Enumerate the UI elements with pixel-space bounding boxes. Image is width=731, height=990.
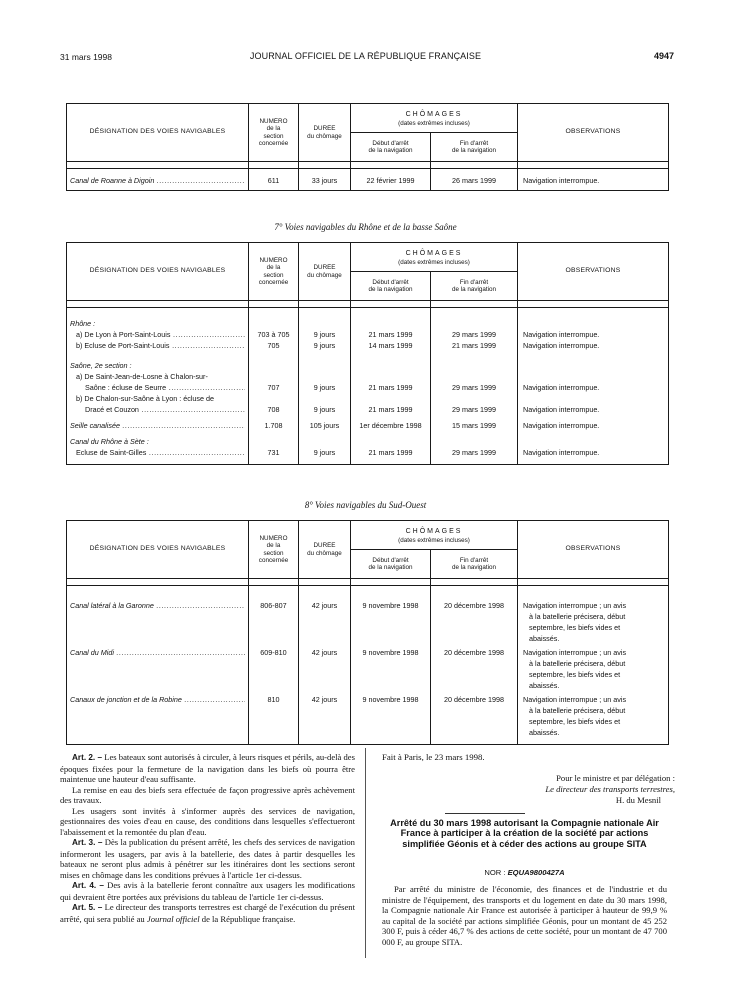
group-label-sete: Canal du Rhône à Sète :: [70, 437, 149, 446]
table-rhone-saone: [66, 242, 669, 465]
fait-a-paris: Fait à Paris, le 23 mars 1998.: [382, 752, 485, 762]
col-header-debut: Début d'arrêt de la navigation: [351, 133, 431, 162]
article-4: Art. 4. – Des avis à la batellerie feront connaître aux usagers les modifications qui devraient être portées aux prévisions du tableau de l'article 1er ci-dessus.: [60, 880, 355, 902]
col-header-chomages: CHÔMAGES (dates extrêmes incluses): [351, 243, 518, 272]
col-header-duree: DURÉE du chômage: [299, 243, 351, 301]
signature-name: H. du Mesnil: [615, 795, 661, 805]
table-row: Canal latéral à la Garonne ..... Canal du Midi ..... Canaux de jonction et de la Robine ..... 806-807 609-810 810 42 jours 42 jours 42 jours 9 novembre 1998 9 novembre 1998 9 novembre 1998 20 décembre 1998 20 décembre 1998 20 décembre 1998 Navigation interrompue ; un avis à la batellerie précisera, début septembre, les biefs vides et abaissés. Navigation interrompue ; un avis à la batellerie précisera, début septembre, les biefs vides et abaissés. Navigation interrompue ; un avis à la batellerie précisera, début septembre, les biefs vides et abaissés.: [67, 586, 669, 745]
arrete-title: Arrêté du 30 mars 1998 autorisant la Compagnie nationale Air France à participer à la création de la société par actions simplifiée Géonis et à céder des actions au groupe SITA: [390, 818, 659, 849]
group-label-saone: Saône, 2e section :: [70, 361, 132, 370]
table-sud-ouest: [66, 520, 669, 745]
article-5: Art. 5. – Le directeur des transports terrestres est chargé de l'exécution du présent arrêté, qui sera publié au Journal officiel de la République française.: [60, 902, 355, 924]
col-header-duree: DURÉE du chômage: [299, 521, 351, 579]
nor-reference: NOR : EQUA9800427A: [484, 868, 565, 877]
col-header-numero: NUMÉRO de la section concernée: [249, 521, 299, 579]
table-row: Canal de Roanne à Digoin ..... 611 33 jours 22 février 1999 26 mars 1999 Navigation interrompue.: [67, 169, 669, 191]
col-header-duree: DURÉE du chômage: [299, 104, 351, 162]
col-header-chomages: CHÔMAGES (dates extrêmes incluses): [351, 104, 518, 133]
col-header-numero: NUMÉRO de la section concernée: [249, 104, 299, 162]
separator-rule: [445, 813, 525, 814]
col-header-fin: Fin d'arrêt de la navigation: [431, 550, 518, 579]
header-page-number: 4947: [653, 51, 674, 61]
col-header-fin: Fin d'arrêt de la navigation: [431, 133, 518, 162]
col-header-debut: Début d'arrêt de la navigation: [351, 550, 431, 579]
col-header-designation: DÉSIGNATION DES VOIES NAVIGABLES: [67, 104, 249, 162]
table-row: Rhône : a) De Lyon à Port-Saint-Louis ..... b) Ecluse de Port-Saint-Louis ..... Saône, 2e section : a) De Saint-Jean-de-Losne à Chalon-sur- Saône : écluse de Seurre ..... b) De Chalon-sur-Saône à Lyon : écluse de Dracé et Couzon ..... Seille canalisée ..... Canal du Rhône à Sète : Ecluse de Saint-Gilles ..... 703 à 705 705 707 708 1.708 731 9 jours 9 jours 9 jours 9 jours 105 jours 9 jours 21 mars 1999 14 mars 1999 21 mars 1999 21 mars 1999 1er décembre 1998 21 mars 1999 29 mars 1999 21 mars 1999 29 mars 1999 29 mars 1999 15 mars 1999 29 mars 1999 Navigation interrompue. Navigation interrompue. Navigation interrompue. Navigation interrompue. Navigation interrompue. Navigation interrompue.: [67, 308, 669, 465]
col-header-observations: OBSERVATIONS: [518, 521, 669, 579]
col-header-debut: Début d'arrêt de la navigation: [351, 272, 431, 301]
arrete-paragraph: Par arrêté du ministre de l'économie, des finances et de l'industrie et du ministre de l'équipement, des transports et du logement en date du 30 mars 1998, la Compagnie nationale Air France est autorisée à participer à hauteur de 99,9 % au capital de la société par actions simplifiée Géonis, pour un montant de 45 252 300 F, puis à céder 46,7 % des actions de cette société, pour un montant de 47 700 000 F, au groupe SITA.: [382, 884, 667, 947]
article-2: Art. 2. – Les bateaux sont autorisés à circuler, à leurs risques et périls, au-delà des époques fixées pour la fermeture de la navigation dans les biefs où pourra être maintenue une hauteur d'eau suffisante.: [60, 752, 355, 784]
col-header-designation: DÉSIGNATION DES VOIES NAVIGABLES: [67, 243, 249, 301]
group-label-rhone: Rhône :: [70, 319, 96, 328]
signature-line-1: Pour le ministre et par délégation :: [556, 773, 675, 783]
article-3: Art. 3. – Dès la publication du présent arrêté, les chefs des services de navigation informeront les usagers, par avis à la batellerie, des dates à partir desquelles les bateaux ne seront plus admis à pénétrer sur les itinéraires dont les sections seront mises en chômage dans les conditions prévues à l'article 1er ci-dessus.: [60, 837, 355, 880]
column-divider: [365, 748, 366, 958]
col-header-chomages: CHÔMAGES (dates extrêmes incluses): [351, 521, 518, 550]
col-header-numero: NUMÉRO de la section concernée: [249, 243, 299, 301]
table-roanne-digoin: [66, 103, 669, 191]
section-7-title: 7° Voies navigables du Rhône et de la basse Saône: [274, 222, 457, 232]
section-8-title: 8° Voies navigables du Sud-Ouest: [304, 500, 427, 510]
col-header-observations: OBSERVATIONS: [518, 243, 669, 301]
header-date: 31 mars 1998: [60, 52, 112, 62]
signature-line-2: Le directeur des transports terrestres,: [545, 784, 675, 794]
col-header-fin: Fin d'arrêt de la navigation: [431, 272, 518, 301]
col-header-designation: DÉSIGNATION DES VOIES NAVIGABLES: [67, 521, 249, 579]
left-column-articles: Art. 2. – Les bateaux sont autorisés à circuler, à leurs risques et périls, au-delà des époques fixées pour la fermeture de la navigation dans les biefs où pourra être maintenue une hauteur d'eau suffisante. La remise en eau des biefs sera effectuée de façon progressive après achèvement des travaux. Les usagers sont invités à s'informer auprès des services de navigation, gestionnaires des voies d'eau en cause, des conditions dans lesquelles s'effectueront l'abaissement et la remontée du plan d'eau. Art. 3. – Dès la publication du présent arrêté, les chefs des services de navigation informeront les usagers, par avis à la batellerie, des dates à partir desquelles les bateaux ne seront plus admis à pénétrer sur les itinéraires dont les sections seront mises en chômage dans les conditions prévues à l'article 1er ci-dessus. Art. 4. – Des avis à la batellerie feront connaître aux usagers les modifications qui devraient être portées aux prévisions du tableau de l'article 1er ci-dessus. Art. 5. – Le directeur des transports terrestres est chargé de l'exécution du présent arrêté, qui sera publié au Journal officiel de la République française.: [60, 752, 355, 924]
header-journal-title: JOURNAL OFFICIEL DE LA RÉPUBLIQUE FRANÇAISE: [249, 51, 482, 61]
col-header-observations: OBSERVATIONS: [518, 104, 669, 162]
